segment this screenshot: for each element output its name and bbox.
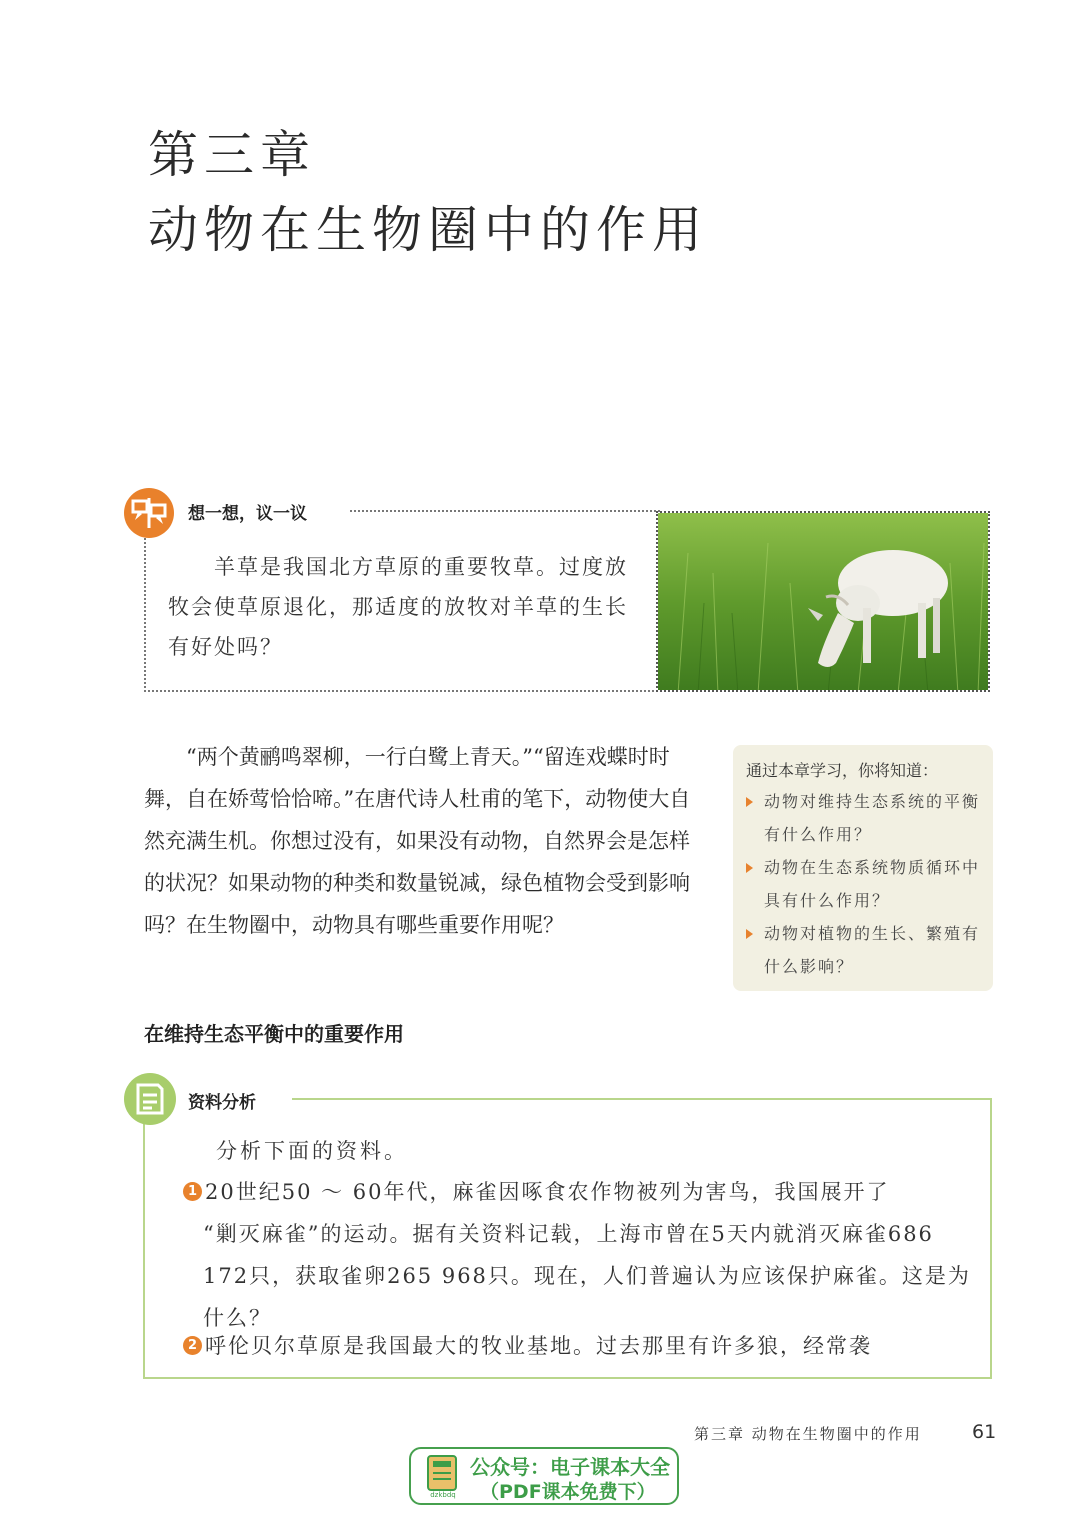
- running-footer: 第三章 动物在生物圈中的作用: [694, 1425, 922, 1443]
- intro-paragraph: [144, 736, 704, 946]
- stamp-line-1: 公众号：电子课本大全: [470, 1455, 670, 1479]
- data-analysis-top-rule: [292, 1098, 992, 1100]
- intro-text: “两个黄鹂鸣翠柳，一行白鹭上青天。”“留连戏蝶时时舞，自在娇莺恰恰啼。”在唐代诗人杜甫的笔下，动物使大自然充满生机。你想过没有，如果没有动物，自然界会是怎样的状况？如果动物的种类和数量锐减，绿色植物会受到影响吗？在生物圈中，动物具有哪些重要作用呢？: [144, 745, 691, 937]
- think-question: [168, 547, 638, 667]
- discussion-icon: [124, 488, 174, 538]
- goat-grazing-photo: [656, 511, 990, 692]
- book-icon: [424, 1453, 462, 1499]
- document-icon: [124, 1073, 176, 1125]
- number-2-icon: 2: [183, 1336, 202, 1355]
- learning-item: 动物对植物的生长、繁殖有什么影响？: [746, 917, 986, 983]
- triangle-bullet-icon: [746, 863, 753, 873]
- data-item-1-rest: “剿灭麻雀”的运动。据有关资料记载，上海市曾在5天内就消灭麻雀686 172只，获取雀卵265 968只。现在，人们普遍认为应该保护麻雀。这是为什么？: [203, 1222, 971, 1330]
- triangle-bullet-icon: [746, 929, 753, 939]
- chapter-number: 第三章: [148, 126, 316, 184]
- data-item-1-first-line: 20世纪50 ～ 60年代，麻雀因啄食农作物被列为害鸟，我国展开了: [205, 1180, 890, 1204]
- data-item-2: [183, 1325, 973, 1367]
- data-item-2-first-line: 呼伦贝尔草原是我国最大的牧业基地。过去那里有许多狼，经常袭: [205, 1334, 872, 1358]
- page-number: 61: [972, 1421, 997, 1443]
- data-analysis-label: 资料分析: [188, 1093, 256, 1113]
- number-1-icon: 1: [183, 1182, 202, 1201]
- think-discuss-label: 想一想，议一议: [188, 504, 307, 524]
- learning-item: 动物在生态系统物质循环中具有什么作用？: [746, 851, 986, 917]
- chapter-title: 动物在生物圈中的作用: [148, 201, 708, 259]
- data-analysis-intro: 分析下面的资料。: [216, 1139, 408, 1163]
- subsection-heading: 在维持生态平衡中的重要作用: [144, 1022, 404, 1046]
- think-question-text: 羊草是我国北方草原的重要牧草。过度放牧会使草原退化，那适度的放牧对羊草的生长有好处吗？: [168, 555, 628, 659]
- svg-text:dzkbdq: dzkbdq: [430, 1491, 456, 1499]
- stamp-line-2: （PDF课本免费下）: [480, 1481, 656, 1503]
- learning-item: 动物对维持生态系统的平衡有什么作用？: [746, 785, 986, 851]
- triangle-bullet-icon: [746, 797, 753, 807]
- learning-intro: 通过本章学习，你将知道：: [746, 761, 939, 780]
- data-item-1: [183, 1171, 973, 1339]
- dotted-divider: [350, 510, 660, 512]
